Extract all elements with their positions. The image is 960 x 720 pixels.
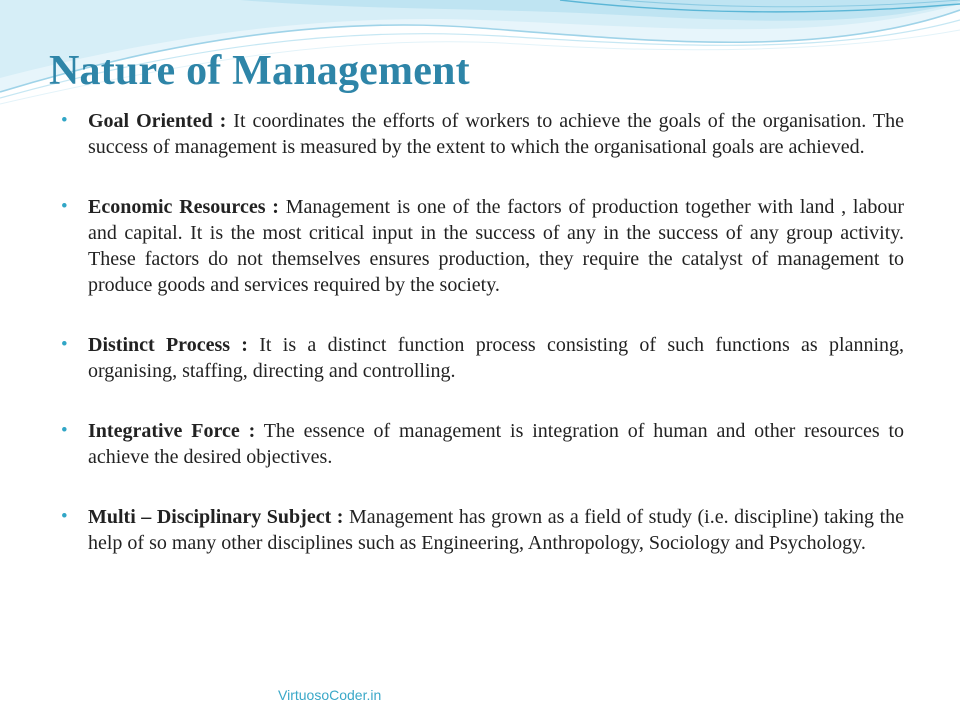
bullet-term: Economic Resources : bbox=[88, 196, 279, 218]
bullet-dot-icon: • bbox=[61, 506, 68, 527]
bullet-item-distinct-process bbox=[60, 332, 904, 384]
bullet-term: Integrative Force : bbox=[88, 420, 256, 442]
footer-watermark: VirtuosoCoder.in bbox=[278, 687, 382, 703]
bullet-text: It coordinates the efforts of workers to achieve the goals of the organisation. The success of management is measured by the extent to which the organisational goals are achieved. bbox=[88, 110, 904, 158]
bullet-text: Management has grown as a field of study (i.e. discipline) taking the help of so many other disciplines such as Engineering, Anthropology, Sociology and Psychology. bbox=[88, 506, 904, 554]
slide-title: Nature of Management bbox=[49, 48, 470, 94]
bullet-term: Goal Oriented : bbox=[88, 110, 227, 132]
bullet-dot-icon: • bbox=[61, 110, 68, 131]
bullet-term: Distinct Process : bbox=[88, 334, 248, 356]
bullet-text: It is a distinct function process consisting of such functions as planning, organising, staffing, directing and controlling. bbox=[88, 334, 904, 382]
bullet-item-goal-oriented bbox=[60, 108, 904, 160]
bullet-text: Management is one of the factors of production together with land , labour and capital. It is the most critical input in the success of any in the success of any group activity. These factors do not themselves ensures production, they require the catalyst of management to produce goods and services required by the society. bbox=[88, 196, 905, 296]
bullet-term: Multi – Disciplinary Subject : bbox=[88, 506, 344, 528]
bullet-item-economic-resources bbox=[60, 194, 904, 298]
bullet-text: The essence of management is integration of human and other resources to achieve the desired objectives. bbox=[88, 420, 905, 468]
bullet-item-multi-disciplinary bbox=[60, 504, 904, 556]
bullet-dot-icon: • bbox=[61, 420, 68, 441]
bullet-item-integrative-force bbox=[60, 418, 904, 470]
bullet-dot-icon: • bbox=[61, 196, 68, 217]
bullet-dot-icon: • bbox=[61, 334, 68, 355]
bullet-list bbox=[60, 108, 904, 590]
